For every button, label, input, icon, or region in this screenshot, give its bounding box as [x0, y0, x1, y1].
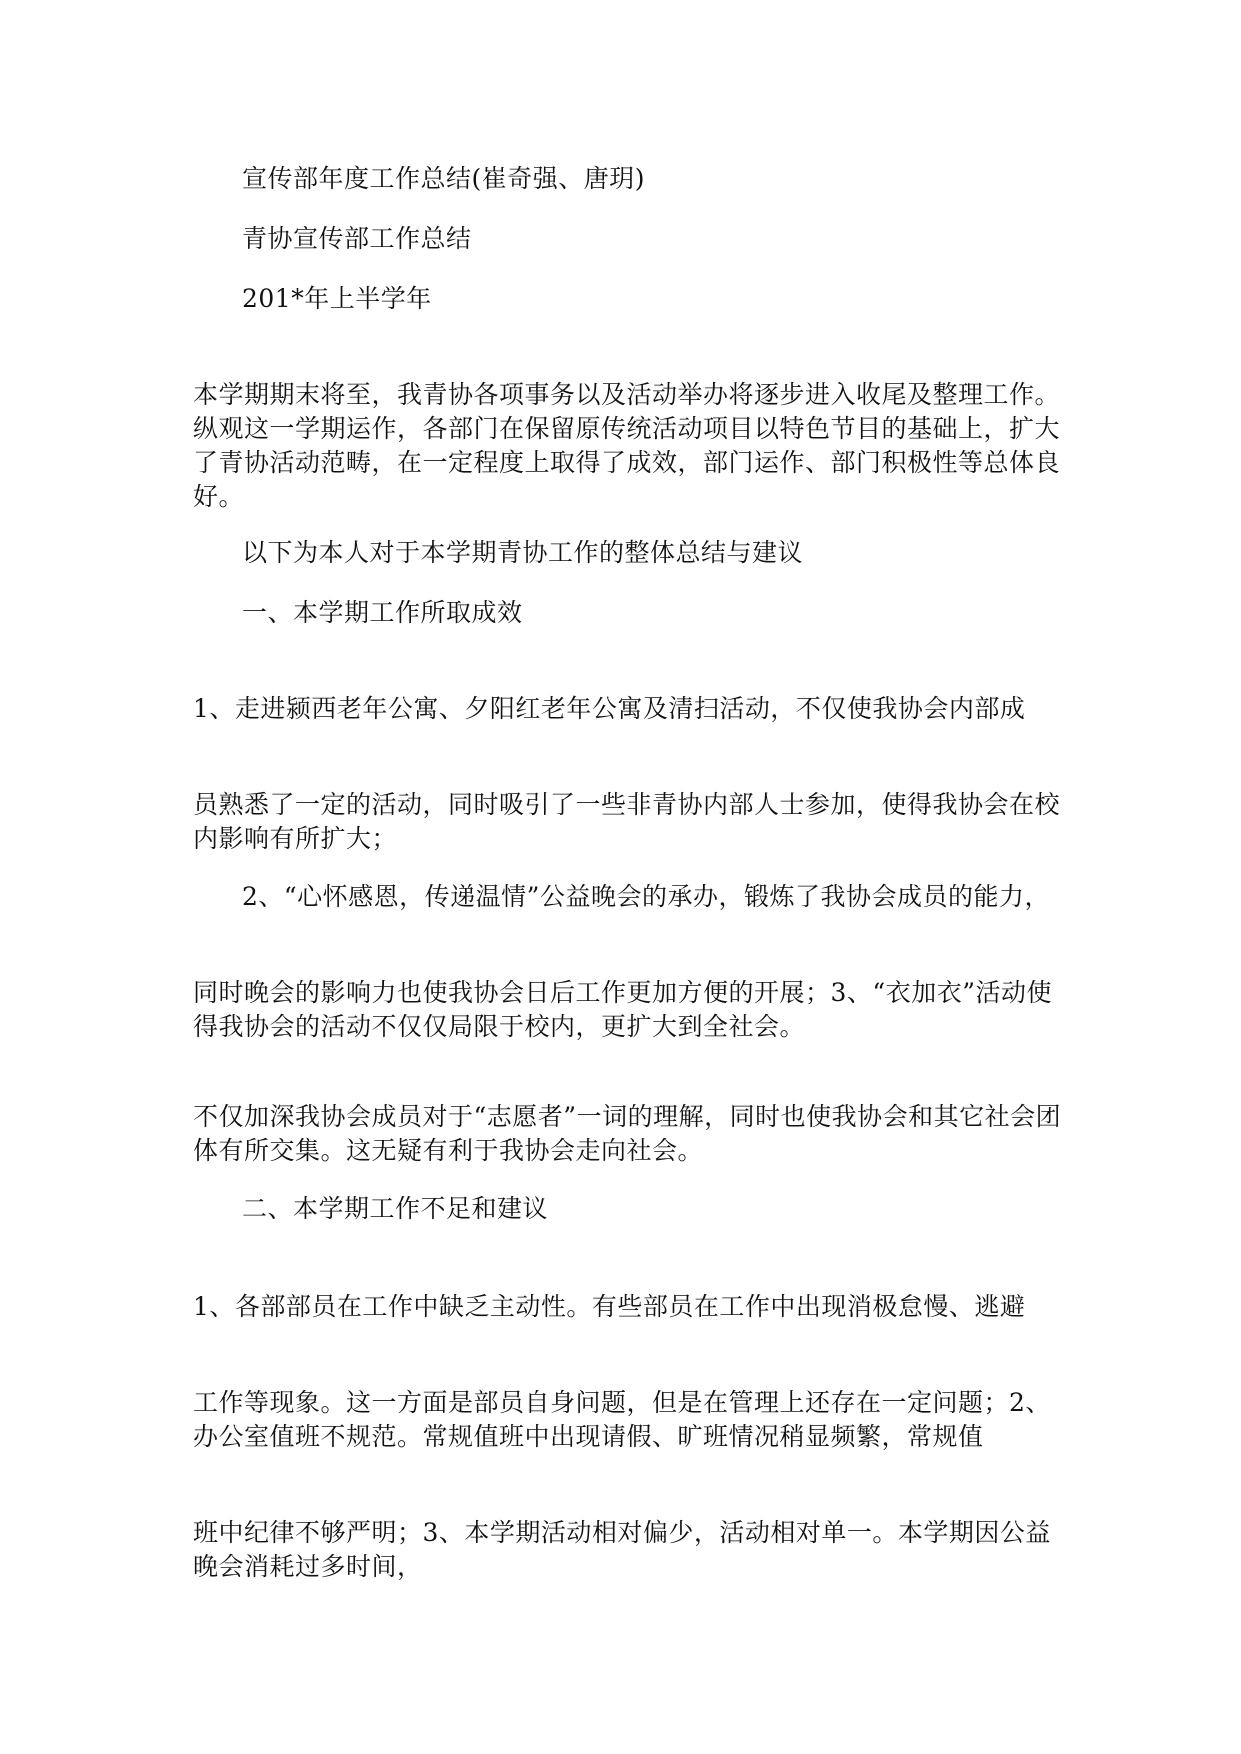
- document-subtitle: 青协宣传部工作总结: [242, 224, 472, 253]
- section-2-item-1: 1、各部部员在工作中缺乏主动性。有些部员在工作中出现消极怠慢、逃避: [193, 1292, 1026, 1321]
- section-1-item-1-continued: 员熟悉了一定的活动，同时吸引了一些非青协内部人士参加，使得我协会在校内影响有所扩大；: [193, 790, 1061, 853]
- intro-lead: 以下为本人对于本学期青协工作的整体总结与建议: [242, 538, 804, 567]
- document-title: 宣传部年度工作总结(崔奇强、唐玥): [242, 164, 646, 193]
- section-2-item-3: 晚会消耗过多时间，: [193, 1552, 423, 1581]
- section-2-item-2-continued: 班中纪律不够严明；3、本学期活动相对偏少，活动相对单一。本学期因公益: [193, 1518, 1051, 1547]
- section-1-heading: 一、本学期工作所取成效: [242, 598, 523, 627]
- section-1-item-3-continued: 不仅加深我协会成员对于“志愿者”一词的理解，同时也使我协会和其它社会团体有所交集。这无疑有利于我协会走向社会。: [193, 1102, 1062, 1165]
- section-1-item-2-continued: 同时晚会的影响力也使我协会日后工作更加方便的开展；3、“衣加衣”活动使得我协会的活动不仅仅局限于校内，更扩大到全社会。: [193, 978, 1052, 1041]
- section-2-heading: 二、本学期工作不足和建议: [242, 1194, 549, 1223]
- section-2-item-2: 办公室值班不规范。常规值班中出现请假、旷班情况稍显频繁，常规值: [193, 1422, 984, 1451]
- section-1-item-2: 2、“心怀感恩，传递温情”公益晚会的承办，锻炼了我协会成员的能力，: [242, 882, 1050, 911]
- section-1-item-1: 1、走进颍西老年公寓、夕阳红老年公寓及清扫活动，不仅使我协会内部成: [193, 694, 1026, 723]
- document-term: 201*年上半学年: [242, 284, 432, 313]
- intro-paragraph: 本学期期末将至，我青协各项事务以及活动举办将逐步进入收尾及整理工作。纵观这一学期运作，各部门在保留原传统活动项目以特色节目的基础上，扩大了青协活动范畴，在一定程度上取得了成效，部门运作、部门积极性等总体良好。: [193, 380, 1061, 511]
- section-2-item-1-continued: 工作等现象。这一方面是部员自身问题，但是在管理上还存在一定问题；2、: [193, 1388, 1051, 1417]
